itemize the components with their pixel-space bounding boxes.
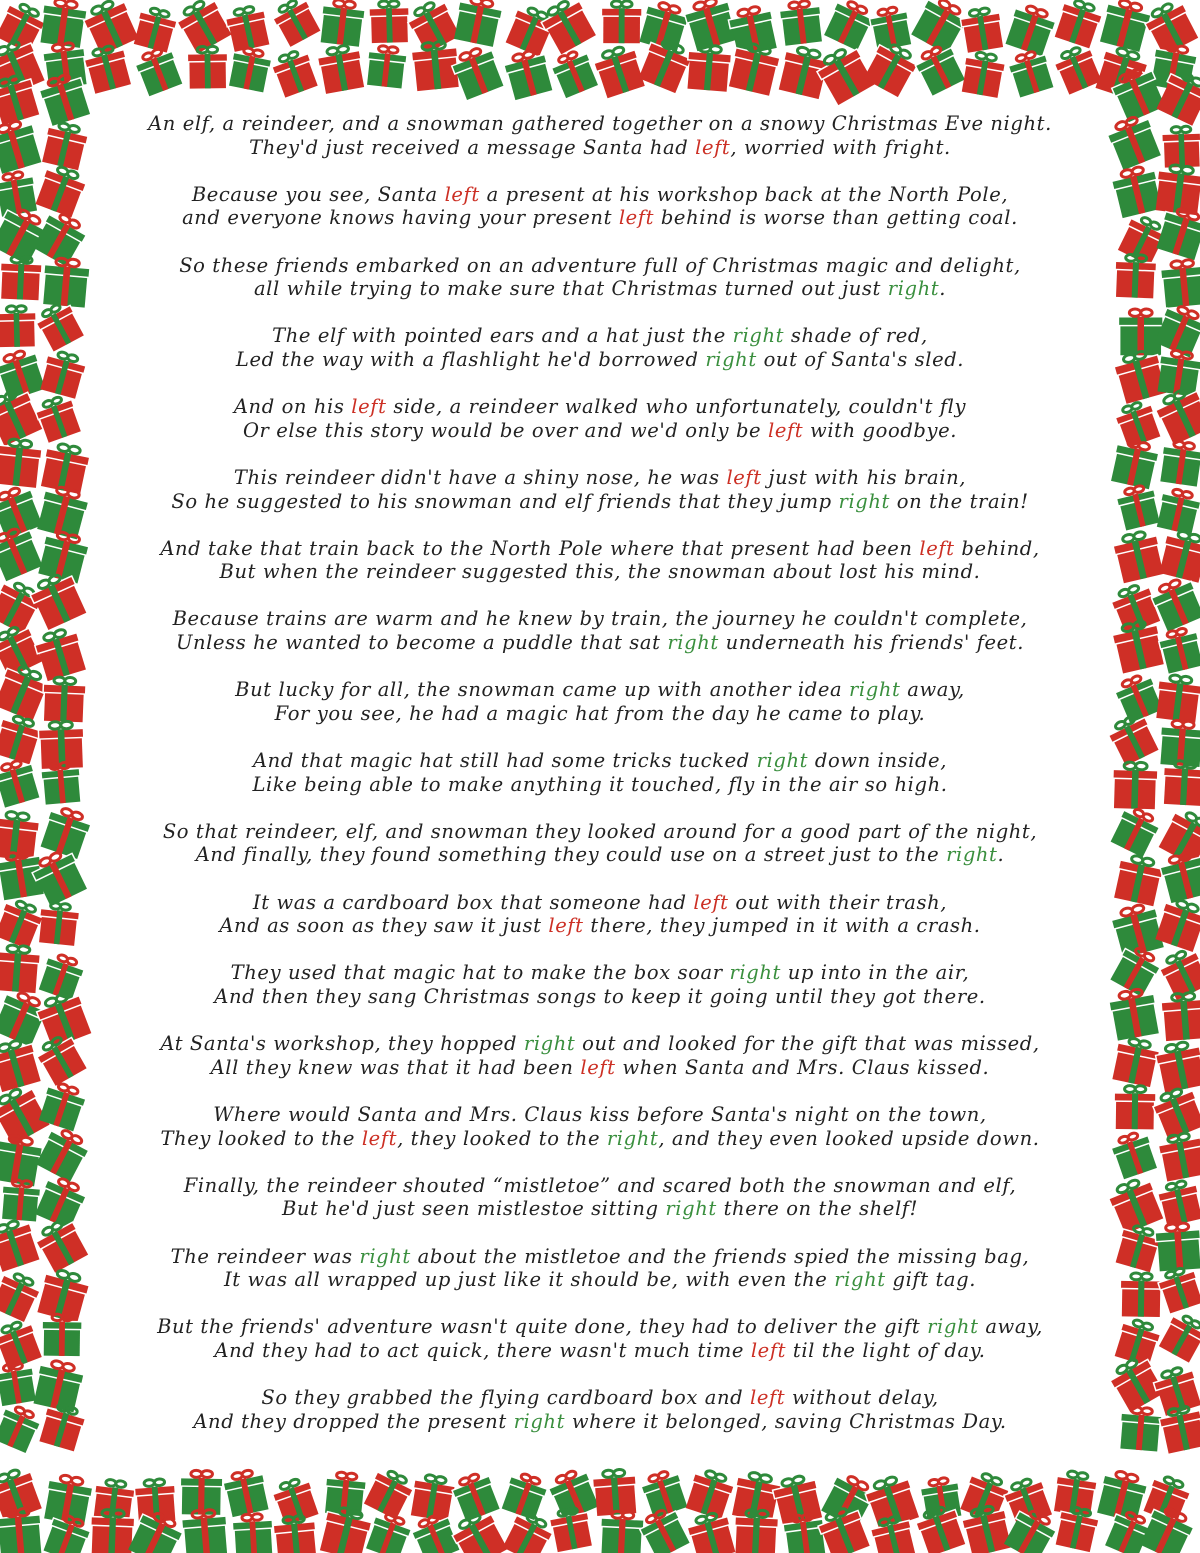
gift-box-icon [1160, 991, 1200, 1041]
poem-line: Where would Santa and Mrs. Claus kiss before Santa's night on the town, [213, 1102, 987, 1126]
gift-box-icon [270, 1475, 320, 1526]
gift-box-icon [592, 1468, 638, 1516]
gift-box-icon [1112, 347, 1168, 404]
gift-box-icon [1110, 1036, 1161, 1088]
gift-box-icon [1111, 528, 1165, 583]
gift-box-icon [1160, 258, 1200, 308]
gift-box-icon [34, 162, 89, 218]
gift-box-icon [1118, 1406, 1162, 1452]
poem-line: And then they sang Christmas songs to keep it going until they got there. [214, 984, 986, 1008]
gift-box-icon [1157, 625, 1200, 674]
poem-line: Finally, the reindeer shouted “mistletoe” and scared both the snowman and elf, [183, 1173, 1017, 1197]
poem-line: But lucky for all, the snowman came up with another idea right away, [235, 678, 965, 702]
stanza [100, 961, 1100, 1008]
gift-box-icon [365, 44, 408, 88]
gift-box-icon [862, 38, 921, 98]
poem-line: Because you see, Santa left a present at his workshop back at the North Pole, [191, 182, 1009, 206]
highlight-right-word: right [667, 631, 719, 655]
gift-box-icon [599, 1510, 644, 1553]
highlight-right-word: right [705, 347, 757, 371]
poem-line: But the friends' adventure wasn't quite done, they had to deliver the gift right away, [157, 1315, 1043, 1339]
gift-box-icon [1114, 1222, 1164, 1273]
gift-box-icon [1002, 1505, 1060, 1553]
gift-box-icon [37, 901, 80, 946]
stanza [100, 537, 1100, 584]
gift-box-icon [32, 1216, 89, 1274]
highlight-left-word: left [695, 135, 731, 159]
highlight-left-word: left [726, 465, 762, 489]
highlight-right-word: right [887, 277, 940, 301]
gift-box-icon [601, 1, 642, 44]
gift-box-icon [39, 804, 94, 860]
gift-box-icon [126, 1507, 186, 1553]
poem-line: all while trying to make sure that Christmas turned out just right. [253, 277, 947, 301]
gift-box-icon [232, 1513, 274, 1553]
gift-box-icon [1142, 0, 1200, 57]
gift-box-icon [868, 5, 913, 51]
highlight-right-word: right [732, 324, 785, 348]
gift-box-icon [0, 305, 37, 347]
gift-box-icon [549, 47, 600, 99]
poem-line: So that reindeer, elf, and snowman they looked around for a good part of the night, [162, 819, 1038, 843]
gift-box-icon [1118, 309, 1163, 355]
highlight-left-word: left [919, 536, 955, 560]
poem-line: The elf with pointed ears and a hat just the right shade of red, [272, 324, 928, 348]
gift-box-icon [36, 528, 91, 584]
highlight-right-word: right [513, 1409, 566, 1433]
gift-box-icon [227, 45, 273, 92]
gift-box-icon [270, 0, 323, 48]
gift-box-icon [1154, 673, 1200, 723]
gift-box-icon [133, 45, 184, 97]
gift-box-icon [1154, 1039, 1200, 1093]
poem-line: Unless he wanted to become a puddle that sat right underneath his friends' feet. [175, 631, 1025, 655]
poem-line: and everyone knows having your present left behind is worse than getting coal. [182, 206, 1018, 230]
gift-box-icon [40, 120, 90, 171]
gift-box-icon [369, 0, 410, 43]
poem-line: So they grabbed the flying cardboard box and left without delay, [261, 1386, 939, 1410]
gift-box-icon [0, 117, 43, 174]
gift-box-icon [500, 1470, 550, 1521]
gift-box-icon [34, 1124, 92, 1183]
poem-line: Led the way with a flashlight he'd borrowed right out of Santa's sled. [235, 347, 965, 371]
gift-box-icon [1105, 112, 1163, 171]
highlight-right-word: right [834, 1268, 886, 1292]
gift-box-icon [409, 1511, 461, 1553]
stanza [100, 183, 1100, 230]
highlight-left-word: left [693, 890, 729, 914]
highlight-right-word: right [359, 1244, 411, 1268]
gift-box-icon [0, 483, 44, 540]
gift-box-icon [0, 1036, 43, 1092]
gift-box-icon [1053, 0, 1105, 49]
stanza [100, 1174, 1100, 1221]
poem-line: Like being able to make anything it touched, fly in the air so high. [252, 772, 948, 796]
gift-box-icon [1110, 163, 1164, 218]
poem-line: And they dropped the present right where it belonged, saving Christmas Day. [193, 1409, 1007, 1433]
gift-box-icon [319, 0, 366, 47]
gift-box-icon [1154, 1222, 1200, 1272]
gift-box-icon [222, 1467, 271, 1517]
gift-box-icon [502, 47, 554, 100]
stanza [100, 466, 1100, 513]
poem-line: At Santa's workshop, they hopped right out and looked for the gift that was missed, [160, 1032, 1040, 1056]
gift-box-icon [1112, 853, 1165, 907]
stanza [100, 678, 1100, 725]
gift-box-icon [1157, 1310, 1200, 1364]
gift-box-icon [1154, 163, 1200, 216]
gift-box-icon [1115, 483, 1162, 531]
gift-box-icon [0, 1268, 43, 1322]
stanza [100, 891, 1100, 938]
highlight-right-word: right [838, 489, 890, 513]
poem-line: Or else this story would be over and we'd only be left with goodbye. [242, 418, 958, 442]
poem-line: And that magic hat still had some tricks tucked right down inside, [252, 749, 947, 773]
stanza [100, 254, 1100, 301]
gift-box-icon [269, 47, 319, 98]
gift-box-icon [42, 676, 86, 722]
highlight-left-word: left [618, 206, 655, 230]
gift-box-icon [685, 44, 732, 92]
highlight-right-word: right [606, 1126, 659, 1150]
gift-box-icon [1156, 1178, 1200, 1227]
gift-box-icon [33, 625, 88, 681]
gift-box-icon [0, 944, 41, 993]
poem-line: So he suggested to his snowman and elf friends that they jump right on the train! [171, 489, 1029, 513]
poem-line: And as soon as they saw it just left there, they jumped in it with a crash. [219, 914, 981, 938]
gift-box-icon [1157, 528, 1200, 583]
highlight-left-word: left [351, 395, 387, 419]
poem-line: And take that train back to the North Pole where that present had been left behind, [160, 536, 1040, 560]
gift-box-icon [316, 43, 366, 94]
gift-box-icon [637, 0, 690, 53]
gift-box-icon [0, 1216, 41, 1272]
gift-box-icon [1112, 762, 1158, 810]
poem-line: Because trains are warm and he knew by train, the journey he couldn't complete, [172, 607, 1028, 631]
stanza [100, 112, 1100, 159]
gift-box-icon [779, 0, 824, 46]
gift-box-icon [1095, 1468, 1149, 1523]
gift-box-icon [1157, 1130, 1200, 1181]
poem-line: But when the reindeer suggested this, the snowman about lost his mind. [219, 560, 981, 584]
highlight-right-word: right [756, 749, 809, 773]
poem-line: It was all wrapped up just like it should be, with even the right gift tag. [223, 1268, 977, 1292]
gift-box-icon [134, 1478, 177, 1523]
gift-box-icon [1098, 0, 1153, 52]
highlight-left-word: left [750, 1338, 787, 1362]
stanza [100, 749, 1100, 796]
poem-line: All they knew was that it had been left when Santa and Mrs. Claus kissed. [210, 1055, 990, 1079]
gift-box-icon [1109, 1129, 1159, 1180]
highlight-left-word: left [548, 914, 584, 938]
stanza [100, 395, 1100, 442]
stanza [100, 607, 1100, 654]
gift-box-icon [1113, 1316, 1163, 1367]
poem-line: The reindeer was right about the mistletoe and the friends spied the missing bag, [170, 1244, 1030, 1268]
stanza [100, 820, 1100, 867]
gift-box-icon [33, 1031, 88, 1087]
gift-box-icon [684, 1467, 737, 1521]
poem-line: They used that magic hat to make the box soar right up into in the air, [230, 961, 970, 985]
gift-box-icon [181, 1508, 229, 1553]
poem-line: It was a cardboard box that someone had left out with their trash, [252, 890, 948, 914]
highlight-right-word: right [946, 843, 998, 867]
highlight-right-word: right [927, 1315, 979, 1339]
gift-box-icon [187, 46, 228, 88]
gift-box-icon [362, 1465, 416, 1520]
gift-box-icon [1004, 1, 1058, 56]
poem-line: And on his left side, a reindeer walked who unfortunately, couldn't fly [233, 395, 967, 419]
gift-box-icon [38, 349, 88, 400]
gift-box-icon [452, 0, 504, 47]
gift-box-icon [1162, 760, 1200, 806]
gift-box-icon [592, 43, 647, 99]
poem-line: And finally, they found something they could use on a street just to the right. [195, 843, 1005, 867]
gift-box-icon [1155, 348, 1200, 397]
gift-box-icon [39, 441, 91, 495]
stanza [100, 324, 1100, 371]
gift-box-icon [1158, 439, 1200, 487]
gift-box-icon [1052, 1469, 1098, 1517]
highlight-left-word: left [768, 418, 804, 442]
gift-box-icon [0, 1402, 43, 1454]
poem-line: They looked to the left, they looked to the right, and they even looked upside down. [160, 1126, 1040, 1150]
gift-box-icon [501, 1509, 556, 1553]
highlight-right-word: right [665, 1197, 717, 1221]
gift-box-icon [180, 1470, 223, 1515]
gift-box-icon [1150, 1084, 1200, 1141]
gift-box-icon [1006, 48, 1055, 98]
gift-box-icon [33, 299, 86, 352]
gift-box-icon [636, 1505, 691, 1553]
gift-box-icon [1114, 1085, 1156, 1129]
poem-line: An elf, a reindeer, and a snowman gathered together on a snowy Christmas Eve night. [148, 112, 1052, 135]
gift-box-icon [0, 1133, 44, 1187]
gift-box-icon [132, 5, 179, 53]
stanza [100, 1032, 1100, 1079]
poem [100, 112, 1100, 1442]
gift-box-icon [42, 1473, 94, 1526]
gift-box-icon [960, 50, 1007, 98]
gift-box-icon [912, 41, 967, 96]
gift-box-icon [959, 6, 1005, 53]
gift-box-icon [0, 1361, 38, 1407]
gift-box-icon [1109, 804, 1163, 859]
gift-box-icon [1156, 1264, 1200, 1314]
poem-line: This reindeer didn't have a shiny nose, he was left just with his brain, [233, 465, 967, 489]
gift-box-icon [538, 0, 598, 55]
poem-line: But he'd just seen mistlestoe sitting right there on the shelf! [281, 1197, 919, 1221]
gift-box-icon [41, 257, 90, 308]
stanza [100, 1386, 1100, 1433]
gift-box-icon [224, 4, 271, 53]
stanza [100, 1245, 1100, 1292]
stanza [100, 1103, 1100, 1150]
stanza [100, 1315, 1100, 1362]
poem-line: For you see, he had a magic hat from the day he came to play. [274, 701, 926, 725]
gift-box-icon [0, 712, 44, 765]
gift-box-icon [0, 1179, 41, 1222]
gift-box-icon [0, 256, 42, 301]
poem-line: So these friends embarked on an adventure full of Christmas magic and delight, [179, 253, 1021, 277]
highlight-right-word: right [729, 961, 781, 985]
gift-box-icon [38, 0, 88, 48]
gift-box-icon [409, 1473, 457, 1522]
gift-box-icon [33, 393, 82, 443]
highlight-left-word: left [361, 1126, 398, 1150]
highlight-left-word: left [750, 1386, 786, 1410]
gift-box-icon [1120, 1273, 1163, 1317]
gift-box-icon [0, 810, 40, 861]
gift-box-icon [364, 1510, 414, 1553]
highlight-left-word: left [580, 1055, 616, 1079]
gift-box-icon [1108, 986, 1161, 1040]
gift-box-icon [0, 757, 41, 808]
highlight-left-word: left [444, 182, 480, 206]
highlight-right-word: right [523, 1032, 576, 1056]
highlight-right-word: right [849, 678, 901, 702]
gift-box-icon [1155, 486, 1200, 535]
gift-box-icon [822, 0, 877, 51]
gift-box-icon [1158, 1403, 1200, 1454]
gift-box-icon [1149, 574, 1200, 632]
gift-box-icon [1161, 126, 1200, 168]
gift-box-icon [0, 896, 46, 950]
poem-line: They'd just received a message Santa had left, worried with fright. [249, 135, 951, 159]
poem-line: And they had to act quick, there wasn't much time left til the light of day. [214, 1338, 986, 1362]
